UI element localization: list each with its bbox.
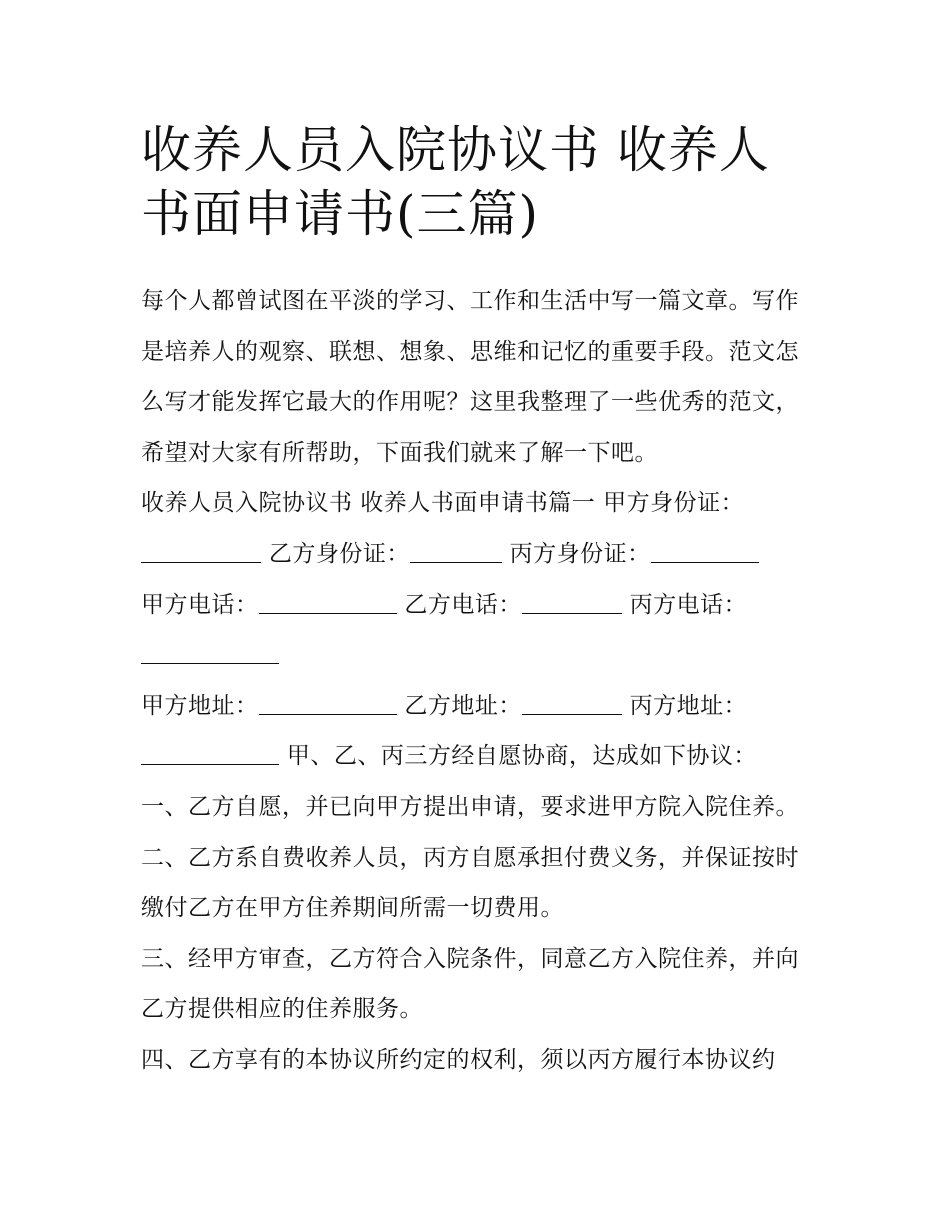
- clause-1-2: 一、乙方自愿，并已向甲方提出申请，要求进甲方院入院住养。 二、乙方系自费收养人员，丙方自愿承担付费义务，并保证按时缴付乙方在甲方住养期间所需一切费用。: [141, 793, 799, 922]
- party-a-id-blank: [141, 536, 261, 563]
- document-title: 收养人员入院协议书 收养人书面申请书(三篇): [141, 121, 770, 243]
- party-b-address-blank: [522, 688, 622, 715]
- party-b-id-blank: [410, 536, 502, 563]
- party-b-phone-label: 乙方电话：: [404, 591, 522, 618]
- agreement-intro-line: [141, 731, 813, 782]
- party-c-phone-label: 丙方电话：: [629, 591, 748, 618]
- party-c-phone-blank: [141, 637, 279, 664]
- party-b-phone-blank: [522, 587, 622, 614]
- id-line: [141, 529, 813, 580]
- phone-line-continued: [141, 630, 813, 681]
- document-page: [141, 118, 813, 1086]
- clause-4: 四、乙方享有的本协议所约定的权利，须以丙方履行本协议约: [141, 1046, 776, 1073]
- party-b-id-label: 乙方身份证：: [268, 540, 410, 567]
- party-a-address-label: 甲方地址：: [141, 692, 259, 719]
- document-body: [141, 276, 813, 1086]
- party-c-address-blank: [141, 738, 279, 765]
- intro-paragraph: 每个人都曾试图在平淡的学习、工作和生活中写一篇文章。写作是培养人的观察、联想、想象、思维和记忆的重要手段。范文怎么写才能发挥它最大的作用呢？这里我整理了一些优秀的范文，希望对大家有所帮助，下面我们就来了解一下吧。: [141, 288, 799, 466]
- agreement-intro: 甲、乙、丙三方经自愿协商，达成如下协议：: [286, 743, 757, 770]
- party-b-address-label: 乙方地址：: [404, 692, 522, 719]
- clause-3: 三、经甲方审查，乙方符合入院条件，同意乙方入院住养，并向乙方提供相应的住养服务。: [141, 945, 799, 1023]
- party-c-id-blank: [651, 536, 759, 563]
- party-c-id-label: 丙方身份证：: [509, 540, 651, 567]
- party-a-phone-label: 甲方电话：: [141, 591, 259, 618]
- party-a-address-blank: [259, 688, 397, 715]
- phone-line: [141, 580, 813, 631]
- party-c-address-label: 丙方地址：: [629, 692, 748, 719]
- address-line: [141, 681, 813, 732]
- section-heading: 收养人员入院协议书 收养人书面申请书篇一 甲方身份证：: [141, 490, 745, 517]
- party-a-phone-blank: [259, 587, 397, 614]
